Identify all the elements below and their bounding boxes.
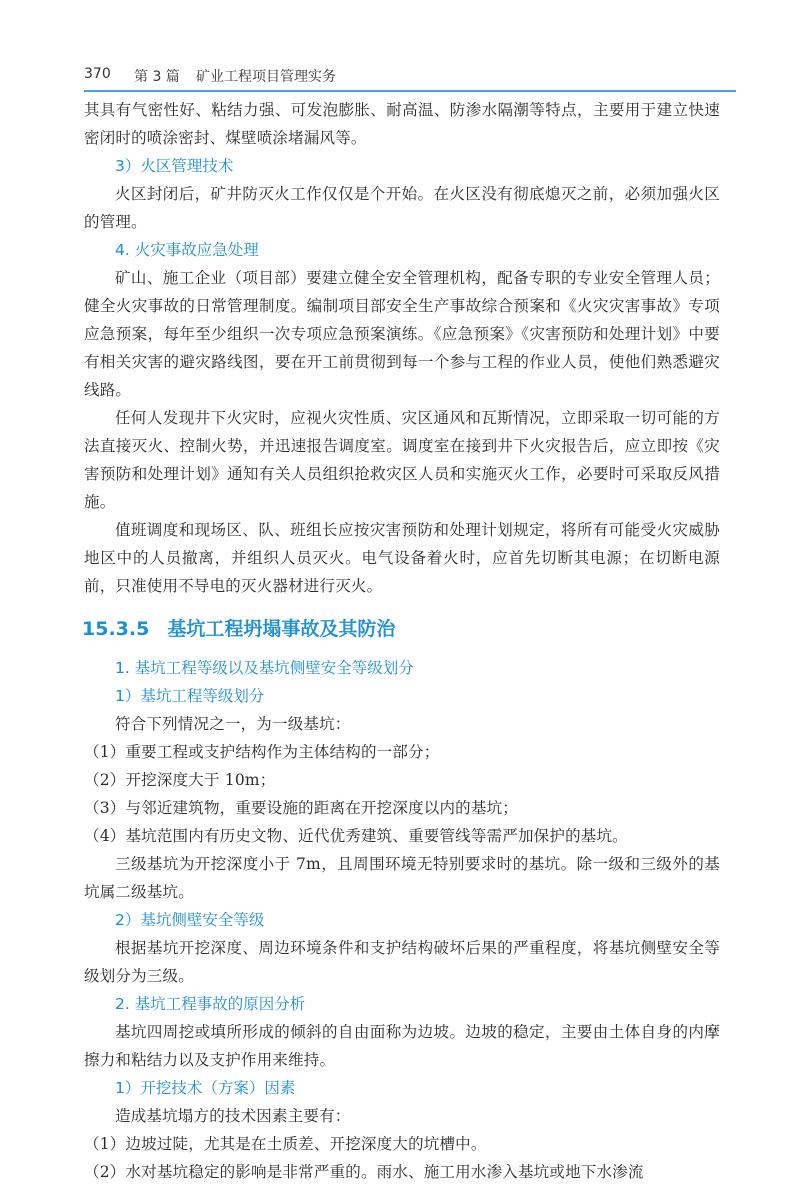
page-number: 370: [84, 66, 111, 82]
list-item: （1）边坡过陡，尤其是在土质差、开挖深度大的坑槽中。: [84, 1135, 487, 1153]
heading-accident-cause: 2. 基坑工程事故的原因分析: [115, 995, 306, 1013]
paragraph-continuation: 其具有气密性好、粘结力强、可发泡膨胀、耐高温、防渗水隔潮等特点，主要用于建立快速密闭时的喷涂密封、煤壁喷涂堵漏风等。: [84, 101, 720, 147]
part-label: 第 3 篇: [134, 69, 180, 85]
paragraph-fire-zone: 火区封闭后，矿井防灭火工作仅仅是个开始。在火区没有彻底熄灭之前，必须加强火区的管理。: [84, 185, 720, 231]
section-title: 基坑工程坍塌事故及其防治: [167, 618, 396, 640]
heading-fire-emergency: 4. 火灾事故应急处理: [115, 241, 259, 259]
paragraph-slope: 基坑四周挖或填所形成的倾斜的自由面称为边坡。边坡的稳定，主要由土体自身的内摩擦力和粘结力以及支护作用来维持。: [84, 1023, 720, 1069]
paragraph-grade-intro: 符合下列情况之一，为一级基坑：: [115, 715, 351, 733]
heading-pit-grade: 1. 基坑工程等级以及基坑侧壁安全等级划分: [115, 659, 414, 677]
subheading-excavation-tech: 1）开挖技术（方案）因素: [115, 1079, 296, 1097]
subheading-side-wall-safety: 2）基坑侧壁安全等级: [115, 911, 265, 929]
page-body: [84, 96, 720, 1186]
book-title: 矿业工程项目管理实务: [196, 69, 336, 85]
paragraph-evacuation: 值班调度和现场区、队、班组长应按灾害预防和处理计划规定，将所有可能受火灾威胁地区中的人员撤离，并组织人员灭火。电气设备着火时，应首先切断其电源；在切断电源前，只准使用不导电的灭火器材进行灭火。: [84, 521, 720, 595]
section-heading: [82, 614, 720, 644]
paragraph-side-wall: 根据基坑开挖深度、周边环境条件和支护结构破坏后果的严重程度，将基坑侧壁安全等级划分为三级。: [84, 939, 720, 985]
list-item: （1）重要工程或支护结构作为主体结构的一部分；: [84, 743, 440, 761]
subheading-pit-grade-division: 1）基坑工程等级划分: [115, 687, 265, 705]
list-item: （2）开挖深度大于 10m；: [84, 771, 276, 789]
paragraph-emergency-org: 矿山、施工企业（项目部）要建立健全安全管理机构，配备专职的专业安全管理人员；健全火灾事故的日常管理制度。编制项目部安全生产事故综合预案和《火灾灾害事故》专项应急预案，每年至少组织一次专项应急预案演练。《应急预案》《灾害预防和处理计划》中要有相关灾害的避灾路线图，要在开工前贯彻到每一个参与工程的作业人员，使他们熟悉避灾线路。: [84, 269, 720, 399]
list-item: （4）基坑范围内有历史文物、近代优秀建筑、重要管线等需严加保护的基坑。: [84, 827, 628, 845]
list-item: （3）与邻近建筑物，重要设施的距离在开挖深度以内的基坑；: [84, 799, 518, 817]
section-number: 15.3.5: [82, 618, 150, 640]
paragraph-grade-three: 三级基坑为开挖深度小于 7m，且周围环境无特别要求时的基坑。除一级和三级外的基坑属二级基坑。: [84, 855, 720, 901]
page-header: [84, 66, 724, 86]
header-divider: [84, 90, 736, 92]
subheading-fire-zone-management: 3）火区管理技术: [115, 157, 234, 175]
paragraph-tech-factors: 造成基坑塌方的技术因素主要有：: [115, 1107, 351, 1125]
paragraph-fire-discovery: 任何人发现井下火灾时，应视火灾性质、灾区通风和瓦斯情况，立即采取一切可能的方法直接灭火、控制火势，并迅速报告调度室。调度室在接到井下火灾报告后，应立即按《灾害预防和处理计划》通知有关人员组织抢救灾区人员和实施灭火工作，必要时可采取反风措施。: [84, 409, 720, 511]
list-item: （2）水对基坑稳定的影响是非常严重的。雨水、施工用水渗入基坑或地下水渗流: [84, 1163, 644, 1181]
